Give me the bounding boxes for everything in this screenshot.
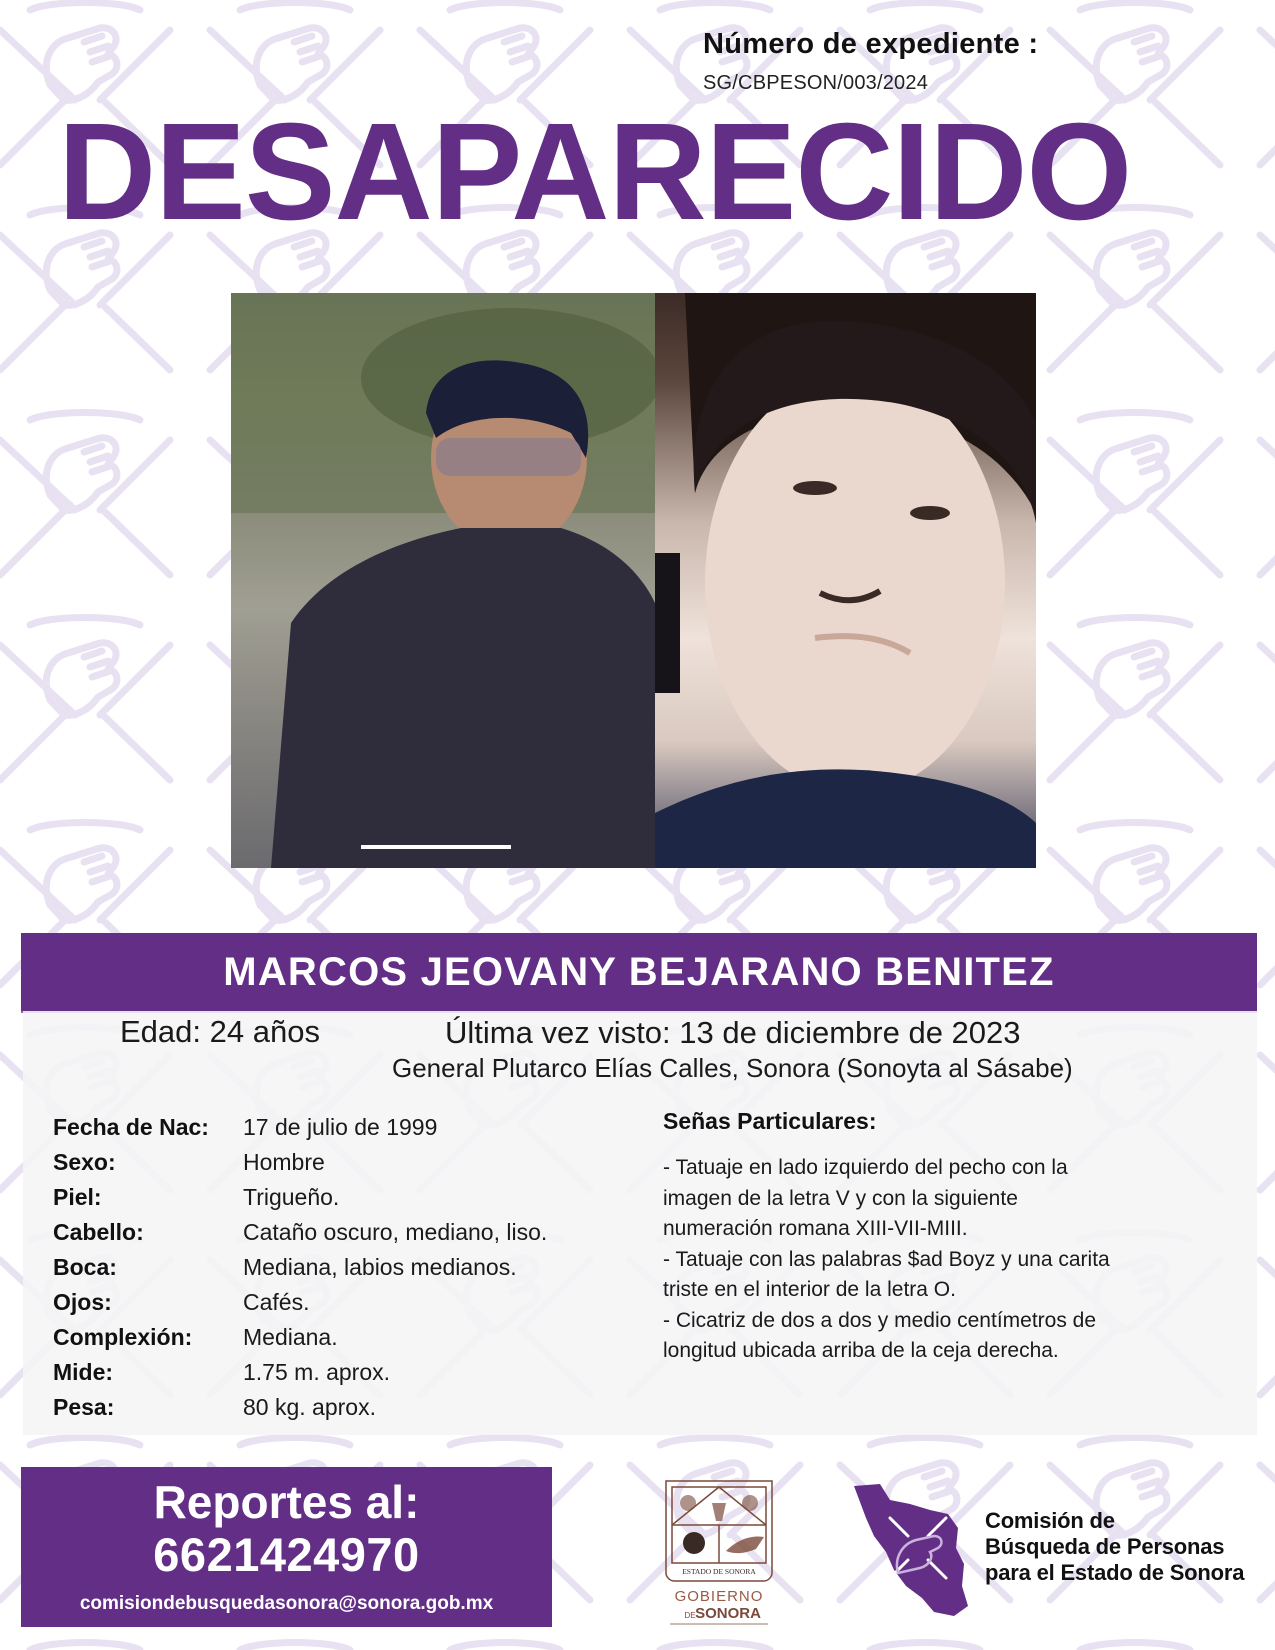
report-phone[interactable]: 6621424970 <box>153 1528 420 1581</box>
gov-line-1: GOBIERNO <box>674 1588 764 1605</box>
age-text: Edad: 24 años <box>120 1014 320 1049</box>
detail-label: Ojos: <box>53 1289 112 1315</box>
last-seen-location: General Plutarco Elías Calles, Sonora (Sonoyta al Sásabe) <box>392 1053 1073 1083</box>
marks-line: - Tatuaje en lado izquierdo del pecho con la <box>663 1156 1068 1179</box>
detail-row-height <box>53 1355 547 1390</box>
commission-line-1: Comisión de <box>985 1508 1115 1533</box>
detail-value: Cafés. <box>243 1289 310 1315</box>
sonora-shield-icon <box>660 1477 778 1627</box>
marks-line: - Tatuaje con las palabras $ad Boyz y una carita <box>663 1247 1110 1271</box>
detail-row-birthdate <box>53 1110 547 1145</box>
gov-line-2-small: DE <box>684 1611 696 1620</box>
detail-label: Fecha de Nac: <box>53 1114 209 1140</box>
marks-line: numeración romana XIII-VII-MIII. <box>663 1217 968 1240</box>
gov-line-2: SONORA <box>695 1605 761 1622</box>
physical-details <box>53 1110 547 1425</box>
commission-name <box>985 1508 1244 1586</box>
sonora-map-hands-icon <box>850 1478 980 1618</box>
detail-label: Boca: <box>53 1254 117 1280</box>
marks-line: - Cicatriz de dos a dos y medio centímetros de <box>663 1308 1097 1332</box>
report-label: Reportes al: <box>153 1476 420 1528</box>
detail-value: 17 de julio de 1999 <box>243 1114 438 1140</box>
detail-row-weight <box>53 1390 547 1425</box>
case-number-label: Número de expediente : <box>703 28 1039 60</box>
report-box <box>21 1467 552 1627</box>
detail-value: Cataño oscuro, mediano, liso. <box>243 1219 548 1245</box>
detail-label: Sexo: <box>53 1149 116 1175</box>
detail-label: Complexión: <box>53 1324 193 1350</box>
name-banner <box>21 933 1257 1013</box>
page-title: DESAPARECIDO <box>58 95 1132 249</box>
detail-value: Mediana, labios medianos. <box>243 1254 517 1280</box>
person-photo-outdoor <box>231 293 655 868</box>
shield-caption: ESTADO DE SONORA <box>682 1567 756 1576</box>
photo-1 <box>231 293 655 868</box>
detail-value: 80 kg. aprox. <box>243 1394 376 1420</box>
detail-row-sex <box>53 1145 547 1180</box>
marks-line: longitud ubicada arriba de la ceja derecha. <box>663 1339 1059 1362</box>
photo-2 <box>655 293 1036 868</box>
report-email[interactable]: comisiondebusquedasonora@sonora.gob.mx <box>79 1593 494 1614</box>
marks-line: triste en el interior de la letra O. <box>663 1278 956 1301</box>
detail-label: Piel: <box>53 1184 102 1210</box>
detail-label: Cabello: <box>53 1219 144 1245</box>
detail-value: Trigueño. <box>243 1184 340 1210</box>
marks-line: imagen de la letra V y con la siguiente <box>663 1186 1018 1210</box>
detail-row-skin <box>53 1180 547 1215</box>
distinguishing-marks-title: Señas Particulares: <box>663 1108 877 1134</box>
case-number-value: SG/CBPESON/003/2024 <box>703 72 929 94</box>
detail-row-build <box>53 1320 547 1355</box>
comision-busqueda-logo <box>850 1478 1270 1618</box>
detail-label: Mide: <box>53 1359 114 1385</box>
last-seen-text: Última vez visto: 13 de diciembre de 2023 <box>445 1015 1021 1050</box>
detail-row-eyes <box>53 1285 547 1320</box>
detail-row-hair <box>53 1215 547 1250</box>
detail-row-mouth <box>53 1250 547 1285</box>
person-name: MARCOS JEOVANY BEJARANO BENITEZ <box>223 949 1055 994</box>
commission-line-3: para el Estado de Sonora <box>985 1560 1245 1585</box>
detail-value: Mediana. <box>243 1324 338 1350</box>
distinguishing-marks-list <box>663 1153 1223 1367</box>
detail-label: Pesa: <box>53 1394 115 1420</box>
detail-value: 1.75 m. aprox. <box>243 1359 391 1385</box>
photos-container <box>231 293 1036 868</box>
commission-line-2: Búsqueda de Personas <box>985 1534 1225 1559</box>
gobierno-sonora-logo <box>660 1477 778 1627</box>
detail-value: Hombre <box>243 1149 325 1175</box>
person-photo-selfie <box>655 293 1036 868</box>
